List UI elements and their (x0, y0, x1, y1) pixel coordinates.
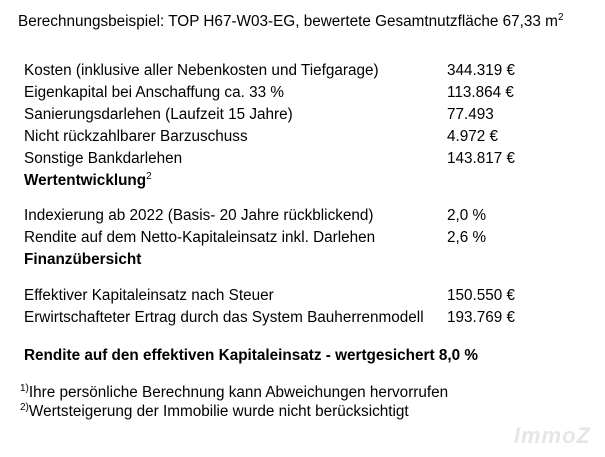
cost-label: Sanierungsdarlehen (Laufzeit 15 Jahre) (24, 106, 293, 123)
wert-label: Indexierung ab 2022 (Basis- 20 Jahre rückblickend) (24, 207, 374, 224)
wertentwicklung-heading (24, 171, 152, 190)
cost-label: Sonstige Bankdarlehen (24, 150, 183, 167)
finanz-label: Erwirtschafteter Ertrag durch das System Bauherrenmodell (24, 309, 424, 326)
cost-value: 143.817 € (447, 150, 516, 167)
cost-label: Eigenkapital bei Anschaffung ca. 33 % (24, 84, 284, 101)
title-text: Berechnungsbeispiel: TOP H67-W03-EG, bewertete Gesamtnutzfläche 67,33 m (18, 13, 558, 31)
wert-label: Rendite auf dem Netto-Kapitaleinsatz inkl. Darlehen (24, 229, 376, 246)
wertentwicklung-heading-text: Wertentwicklung (24, 172, 147, 190)
finanz-value: 193.769 € (447, 309, 516, 326)
title-superscript: 2 (557, 12, 564, 23)
wert-value: 2,0 % (447, 207, 487, 224)
wert-value: 2,6 % (447, 229, 487, 246)
finanzuebersicht-heading: Finanzübersicht (24, 251, 142, 268)
summary-line: Rendite auf den effektiven Kapitaleinsatz - wertgesichert 8,0 % (24, 347, 478, 364)
cost-value: 113.864 € (447, 84, 514, 101)
cost-value: 77.493 (447, 106, 494, 123)
finanz-value: 150.550 € (447, 287, 516, 304)
finanz-label: Effektiver Kapitaleinsatz nach Steuer (24, 287, 274, 304)
cost-label: Kosten (inklusive aller Nebenkosten und Tiefgarage) (24, 62, 379, 79)
footnote-marker: 2) (20, 402, 29, 413)
cost-value: 4.972 € (447, 128, 499, 145)
footnote-text: Wertsteigerung der Immobilie wurde nicht berücksichtigt (28, 403, 409, 421)
footnote-marker: 1) (20, 383, 29, 394)
footnote-text: Ihre persönliche Berechnung kann Abweichungen hervorrufen (28, 384, 449, 402)
page-title (18, 12, 564, 31)
wertentwicklung-superscript: 2 (146, 171, 152, 182)
footnote (20, 383, 448, 402)
cost-label: Nicht rückzahlbarer Barzuschuss (24, 128, 248, 145)
watermark-logo: ImmoZ (513, 423, 591, 448)
cost-value: 344.319 € (447, 62, 516, 79)
footnote (20, 402, 409, 421)
